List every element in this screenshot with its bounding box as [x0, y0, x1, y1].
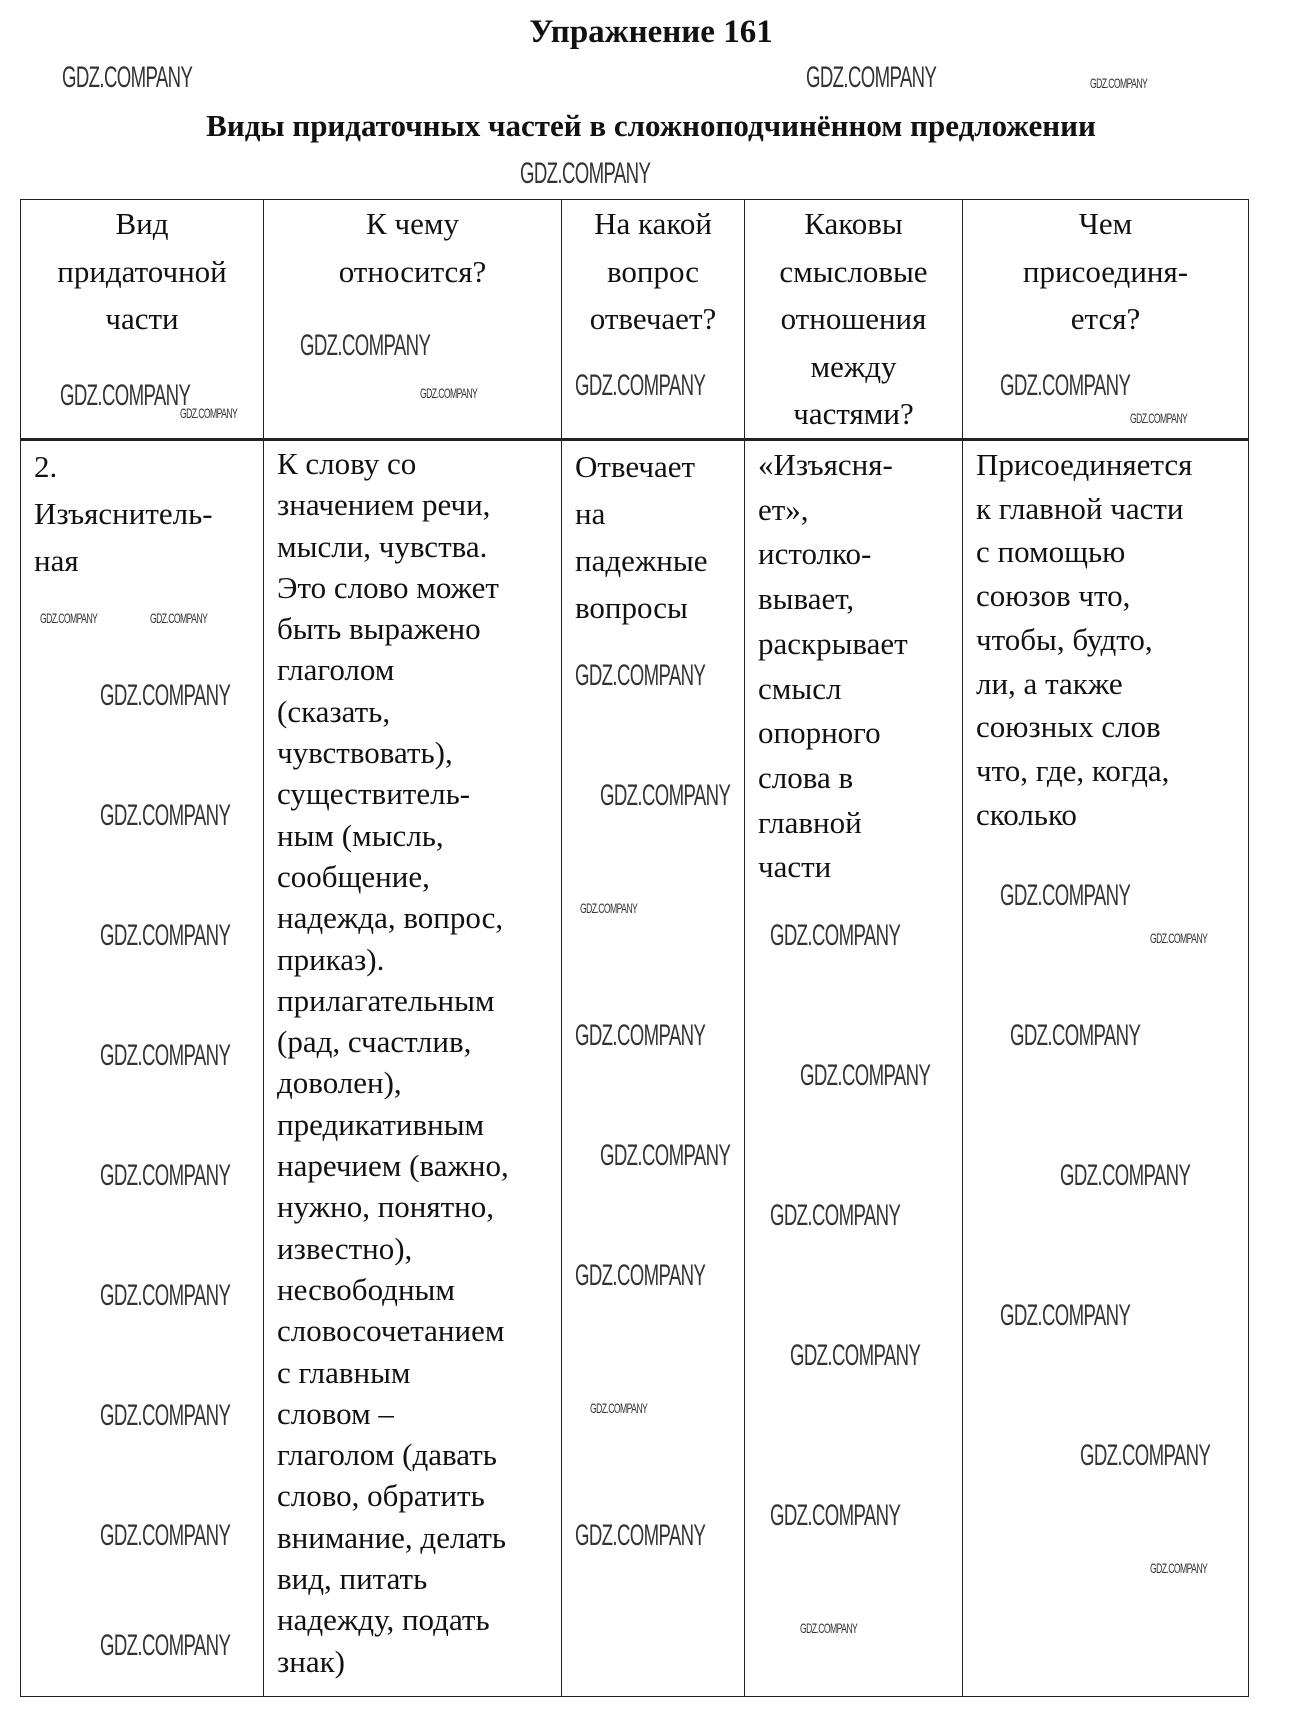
cell-line: слово, обратить: [277, 1478, 485, 1514]
table-title: Виды придаточных частей в сложноподчинённом предложении: [206, 108, 1096, 143]
cell-line: несвободным: [277, 1271, 455, 1307]
cell-line: прилагательным: [277, 982, 495, 1018]
cell-question: [562, 440, 745, 1697]
header-line: отношения: [780, 301, 927, 337]
cell-line: вопросы: [575, 590, 688, 625]
cell-line: с главным: [277, 1354, 411, 1390]
cell-line: союзных слов: [976, 709, 1161, 745]
watermark: GDZ.COMPANY: [40, 610, 98, 626]
cell-connection: [963, 440, 1249, 1697]
watermark: GDZ.COMPANY: [806, 61, 937, 94]
cell-line: внимание, делать: [277, 1519, 507, 1555]
cell-line: раскрывает: [758, 625, 908, 661]
cell-line: с помощью: [976, 534, 1126, 570]
cell-line: быть выражено: [277, 611, 481, 647]
cell-line: ным (мысль,: [277, 817, 444, 853]
watermark: GDZ.COMPANY: [100, 1629, 231, 1662]
cell-line: (сказать,: [277, 693, 391, 729]
cell-line: надежда, вопрос,: [277, 900, 504, 936]
watermark: GDZ.COMPANY: [770, 1499, 901, 1532]
header-line: Каковы: [804, 206, 903, 241]
cell-line: на: [575, 496, 606, 531]
cell-line: Это слово может: [277, 569, 499, 605]
cell-line: нужно, понятно,: [277, 1189, 495, 1225]
cell-line: вывает,: [758, 581, 855, 617]
cell-line: К слову со: [277, 446, 417, 481]
header-cell-question: [562, 200, 745, 440]
cell-line: ет»,: [758, 491, 809, 527]
cell-line: ная: [34, 543, 79, 578]
watermark: GDZ.COMPANY: [180, 405, 238, 421]
watermark: GDZ.COMPANY: [790, 1339, 921, 1372]
header-line: частями?: [793, 396, 914, 432]
watermark: GDZ.COMPANY: [100, 1399, 231, 1432]
watermark: GDZ.COMPANY: [60, 379, 191, 412]
header-line: относится?: [338, 253, 487, 289]
cell-line: Отвечает: [575, 449, 696, 484]
cell-line: известно),: [277, 1230, 413, 1266]
cell-line: доволен),: [277, 1065, 402, 1101]
watermark: GDZ.COMPANY: [575, 1519, 706, 1552]
header-line: придаточной: [57, 253, 227, 289]
cell-refers-to: [264, 440, 562, 1697]
header-line: присоединя-: [1022, 253, 1189, 289]
watermark: GDZ.COMPANY: [100, 679, 231, 712]
watermark: GDZ.COMPANY: [580, 900, 638, 916]
watermark: GDZ.COMPANY: [575, 1259, 706, 1292]
cell-line: ли, а также: [976, 665, 1123, 701]
cell-line: части: [758, 849, 832, 885]
watermark: GDZ.COMPANY: [800, 1620, 858, 1636]
watermark: GDZ.COMPANY: [770, 1199, 901, 1232]
watermark: GDZ.COMPANY: [1060, 1159, 1191, 1192]
header-line: К чему: [366, 206, 459, 241]
header-line: Чем: [1078, 206, 1133, 241]
cell-line: чтобы, будто,: [976, 621, 1153, 657]
watermark: GDZ.COMPANY: [100, 1279, 231, 1312]
watermark: GDZ.COMPANY: [575, 1019, 706, 1052]
cell-line: словосочетанием: [277, 1313, 505, 1349]
watermark: GDZ.COMPANY: [1000, 879, 1131, 912]
cell-line: надежду, подать: [277, 1602, 490, 1638]
watermark: GDZ.COMPANY: [575, 369, 706, 402]
cell-line: словом –: [277, 1395, 394, 1431]
cell-line: существитель-: [277, 776, 471, 812]
exercise-title: Упражнение 161: [529, 14, 773, 50]
watermark: GDZ.COMPANY: [575, 659, 706, 692]
cell-line: сколько: [976, 796, 1077, 832]
cell-line: что, где, когда,: [976, 752, 1170, 788]
cell-line: мысли, чувства.: [277, 528, 488, 564]
watermark: GDZ.COMPANY: [1150, 1560, 1208, 1576]
header-line: ется?: [1070, 301, 1141, 337]
cell-line: главной: [758, 804, 862, 840]
watermark: GDZ.COMPANY: [1080, 1439, 1211, 1472]
watermark: GDZ.COMPANY: [520, 157, 651, 190]
cell-line: опорного: [758, 715, 881, 751]
cell-line: союзов что,: [976, 578, 1131, 614]
cell-line: знак): [277, 1643, 345, 1679]
header-cell-refers-to: [264, 200, 562, 440]
cell-line: Присоединяется: [976, 447, 1193, 482]
table-header-row: [21, 200, 1249, 440]
cell-line: смысл: [758, 670, 842, 706]
cell-line: предикативным: [277, 1106, 485, 1142]
watermark: GDZ.COMPANY: [1090, 75, 1148, 91]
cell-line: значением речи,: [277, 487, 491, 523]
watermark: GDZ.COMPANY: [1130, 410, 1188, 426]
header-line: На какой: [594, 206, 712, 241]
watermark: GDZ.COMPANY: [1010, 1019, 1141, 1052]
watermark: GDZ.COMPANY: [600, 779, 731, 812]
cell-line: истолко-: [758, 536, 872, 572]
watermark: GDZ.COMPANY: [1000, 1299, 1131, 1332]
watermark: GDZ.COMPANY: [150, 610, 208, 626]
watermark: GDZ.COMPANY: [100, 1519, 231, 1552]
watermark: GDZ.COMPANY: [1150, 930, 1208, 946]
watermark: GDZ.COMPANY: [100, 1039, 231, 1072]
cell-line: глаголом (давать: [277, 1437, 497, 1473]
header-line: части: [105, 301, 179, 337]
watermark: GDZ.COMPANY: [100, 919, 231, 952]
cell-line: наречием (важно,: [277, 1148, 509, 1184]
watermark: GDZ.COMPANY: [1000, 369, 1131, 402]
header-line: между: [810, 348, 897, 384]
header-line: смысловые: [779, 253, 928, 289]
cell-line: сообщение,: [277, 858, 430, 894]
watermark: GDZ.COMPANY: [62, 61, 193, 94]
cell-line: 2.: [34, 449, 58, 484]
header-cell-meaning: [745, 200, 963, 440]
cell-line: чувствовать),: [277, 735, 453, 771]
cell-line: глаголом: [277, 652, 395, 688]
cell-line: Изъяснитель-: [34, 496, 213, 531]
cell-line: слова в: [758, 759, 854, 795]
watermark: GDZ.COMPANY: [800, 1059, 931, 1092]
cell-line: приказ).: [277, 941, 385, 977]
watermark: GDZ.COMPANY: [600, 1139, 731, 1172]
watermark: GDZ.COMPANY: [770, 919, 901, 952]
header-line: вопрос: [606, 253, 700, 289]
cell-line: к главной части: [976, 490, 1184, 526]
watermark: GDZ.COMPANY: [420, 385, 478, 401]
header-line: отвечает?: [589, 301, 717, 337]
watermark: GDZ.COMPANY: [300, 329, 431, 362]
watermark: GDZ.COMPANY: [100, 1159, 231, 1192]
watermark: GDZ.COMPANY: [100, 799, 231, 832]
cell-line: вид, питать: [277, 1561, 428, 1597]
header-cell-connection: [963, 200, 1249, 440]
cell-line: «Изъясня-: [758, 447, 893, 482]
cell-line: (рад, счастлив,: [277, 1024, 472, 1060]
cell-line: падежные: [575, 543, 708, 578]
watermark: GDZ.COMPANY: [590, 1400, 648, 1416]
header-line: Вид: [115, 206, 169, 241]
